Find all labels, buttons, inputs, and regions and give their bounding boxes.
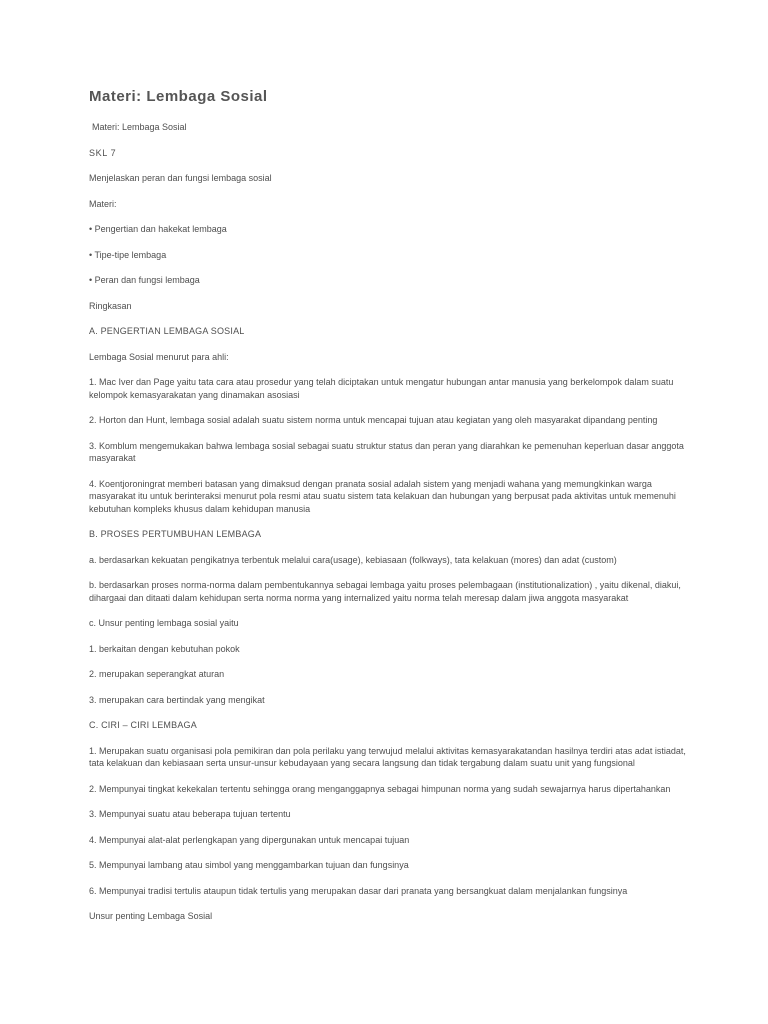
list-item: 3. Mempunyai suatu atau beberapa tujuan tertentu [89,809,291,819]
list-item: 3. merupakan cara bertindak yang mengikat [89,694,265,705]
body-paragraph: 2. Horton dan Hunt, lembaga sosial adalah suatu sistem norma untuk mencapai tujuan atau kegiatan yang oleh masyarakat dipandang penting [89,415,658,425]
page-title: Materi: Lembaga Sosial [89,88,268,105]
list-item: 5. Mempunyai lambang atau simbol yang menggambarkan tujuan dan fungsinya [89,860,409,870]
objective-paragraph: Menjelaskan peran dan fungsi lembaga sosial [89,173,272,183]
body-paragraph: 2. Mempunyai tingkat kekekalan tertentu sehingga orang menganggapnya sebagai himpunan norma yang sudah sewajarnya harus dipertahankan [89,783,671,794]
body-paragraph: a. berdasarkan kekuatan pengikatnya terbentuk melalui cara(usage), kebiasaan (folkways), tata kelakuan (mores) dan adat (custom) [89,554,617,565]
body-paragraph: 1. Merupakan suatu organisasi pola pemikiran dan pola perilaku yang terwujud melalui aktivitas kemasyarakatandan hasilnya terdiri atas adat istiadat, tata kelakuan dan kebiasaan serta unsur-unsur kebudayaan yang secara langsung dan tidak tergabung dalam suatu unit yang fungsional [89,745,686,768]
body-paragraph: 1. Mac Iver dan Page yaitu tata cara atau prosedur yang telah diciptakan untuk mengatur hubungan antar manusia yang berkelompok dalam suatu kelompok kemasyarakatan yang dinamakan asosiasi [89,377,674,400]
document-page [89,88,689,936]
list-item: 1. berkaitan dengan kebutuhan pokok [89,643,240,654]
section-heading: C. CIRI – CIRI LEMBAGA [89,720,197,730]
materi-label: Materi: [89,198,117,209]
section-heading: A. PENGERTIAN LEMBAGA SOSIAL [89,326,245,336]
body-paragraph: b. berdasarkan proses norma-norma dalam pembentukannya sebagai lembaga yaitu proses pelembagaan (institutionalization) , yaitu dikenal, diakui, dihargaai dan ditaati dalam kehidupan serta norma norma yang internalized yaitu norma telah meresap dalam jiwa anggota masyarakat [89,580,681,603]
skl-label: SKL 7 [89,147,117,158]
section-heading: B. PROSES PERTUMBUHAN LEMBAGA [89,529,262,539]
bullet-item: • Pengertian dan hakekat lembaga [89,224,227,234]
list-item: 6. Mempunyai tradisi tertulis ataupun tidak tertulis yang merupakan dasar dari pranata yang bersangkuat dalam menjalankan fungsinya [89,885,628,896]
list-item: 4. Mempunyai alat-alat perlengkapan yang dipergunakan untuk mencapai tujuan [89,834,410,845]
list-item: 2. merupakan seperangkat aturan [89,669,225,679]
body-paragraph: Lembaga Sosial menurut para ahli: [89,351,229,362]
subtitle-paragraph: Materi: Lembaga Sosial [92,122,187,132]
body-paragraph: 3. Komblum mengemukakan bahwa lembaga sosial sebagai suatu struktur status dan peran yang diarahkan ke pemenuhan keperluan dasar anggota masyarakat [89,440,684,463]
bullet-item: • Tipe-tipe lembaga [89,249,167,260]
body-paragraph: Unsur penting Lembaga Sosial [89,911,213,921]
bullet-item: • Peran dan fungsi lembaga [89,275,200,285]
summary-label: Ringkasan [89,300,132,311]
body-paragraph: c. Unsur penting lembaga sosial yaitu [89,618,239,628]
body-paragraph: 4. Koentjoroningrat memberi batasan yang dimaksud dengan pranata sosial adalah sistem yang menjadi wahana yang memungkinkan warga masyarakat itu untuk berinteraksi menurut pola resmi atau suatu sistem tata kelakuan dan hubungan yang berpusat pada aktivitas untuk memenuhi kebutuhan kompleks khusus dalam kehidupan manusia [89,478,676,514]
